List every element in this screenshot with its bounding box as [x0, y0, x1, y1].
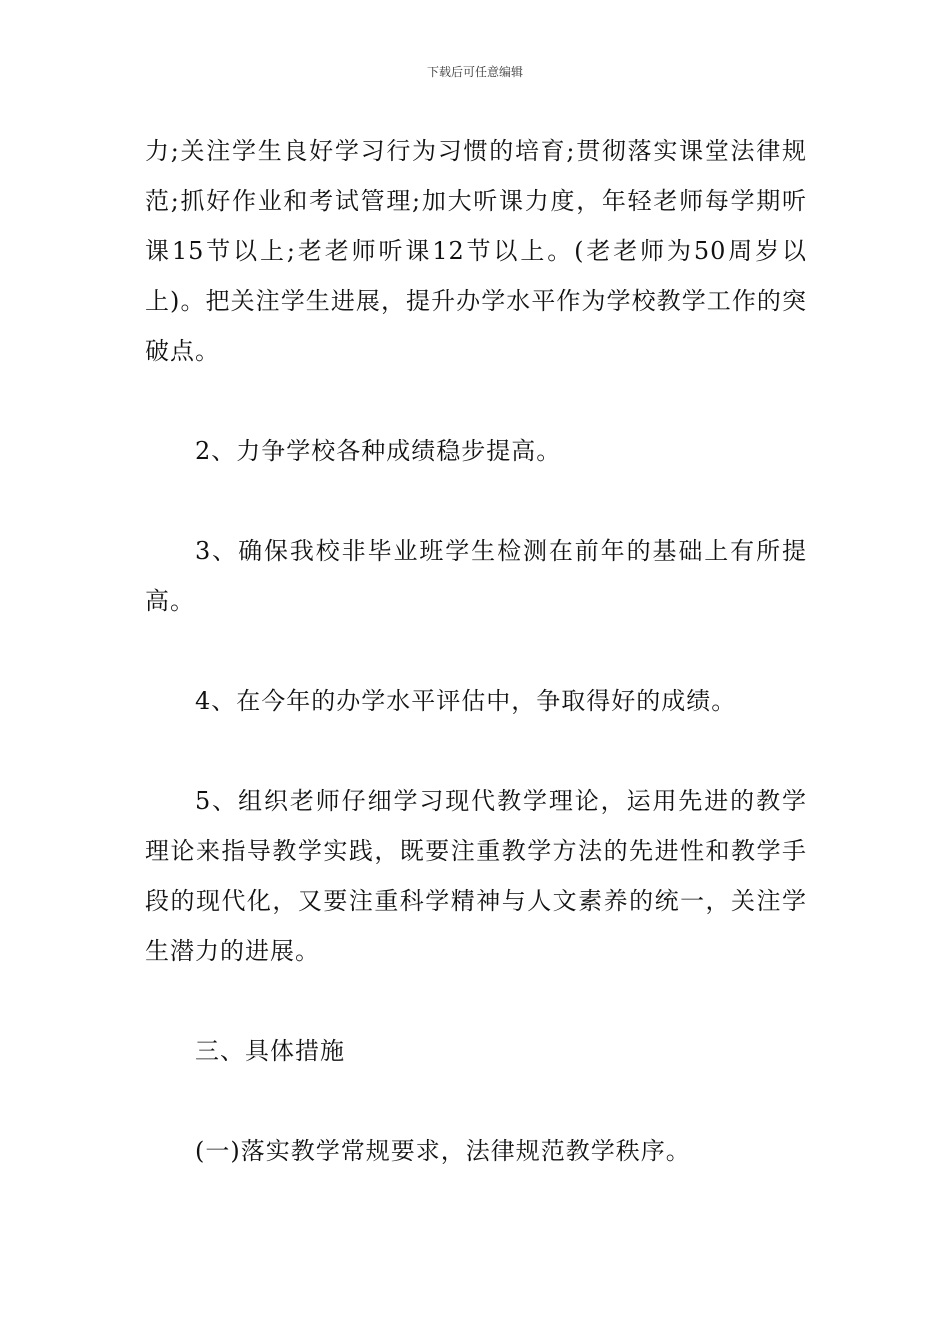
- section-heading: 三、具体措施: [195, 1037, 345, 1065]
- paragraph-item-4: 4、在今年的办学水平评估中，争取得好的成绩。: [195, 687, 737, 715]
- page-header: 下载后可任意编辑: [426, 65, 523, 79]
- document-body: [145, 126, 807, 1176]
- paragraph-continued: 力;关注学生良好学习行为习惯的培育;贯彻落实课堂法律规范;抓好作业和考试管理;加大听课力度，年轻老师每学期听课15节以上;老老师听课12节以上。(老老师为50周岁以上)。把关注学生进展，提升办学水平作为学校教学工作的突破点。: [145, 137, 807, 365]
- paragraph-item-5: 5、组织老师仔细学习现代教学理论，运用先进的教学理论来指导教学实践，既要注重教学方法的先进性和教学手段的现代化，又要注重科学精神与人文素养的统一，关注学生潜力的进展。: [145, 787, 807, 965]
- subsection-heading: (一)落实教学常规要求，法律规范教学秩序。: [195, 1137, 691, 1165]
- paragraph-item-2: 2、力争学校各种成绩稳步提高。: [195, 437, 562, 465]
- paragraph-item-3: 3、确保我校非毕业班学生检测在前年的基础上有所提高。: [145, 537, 807, 615]
